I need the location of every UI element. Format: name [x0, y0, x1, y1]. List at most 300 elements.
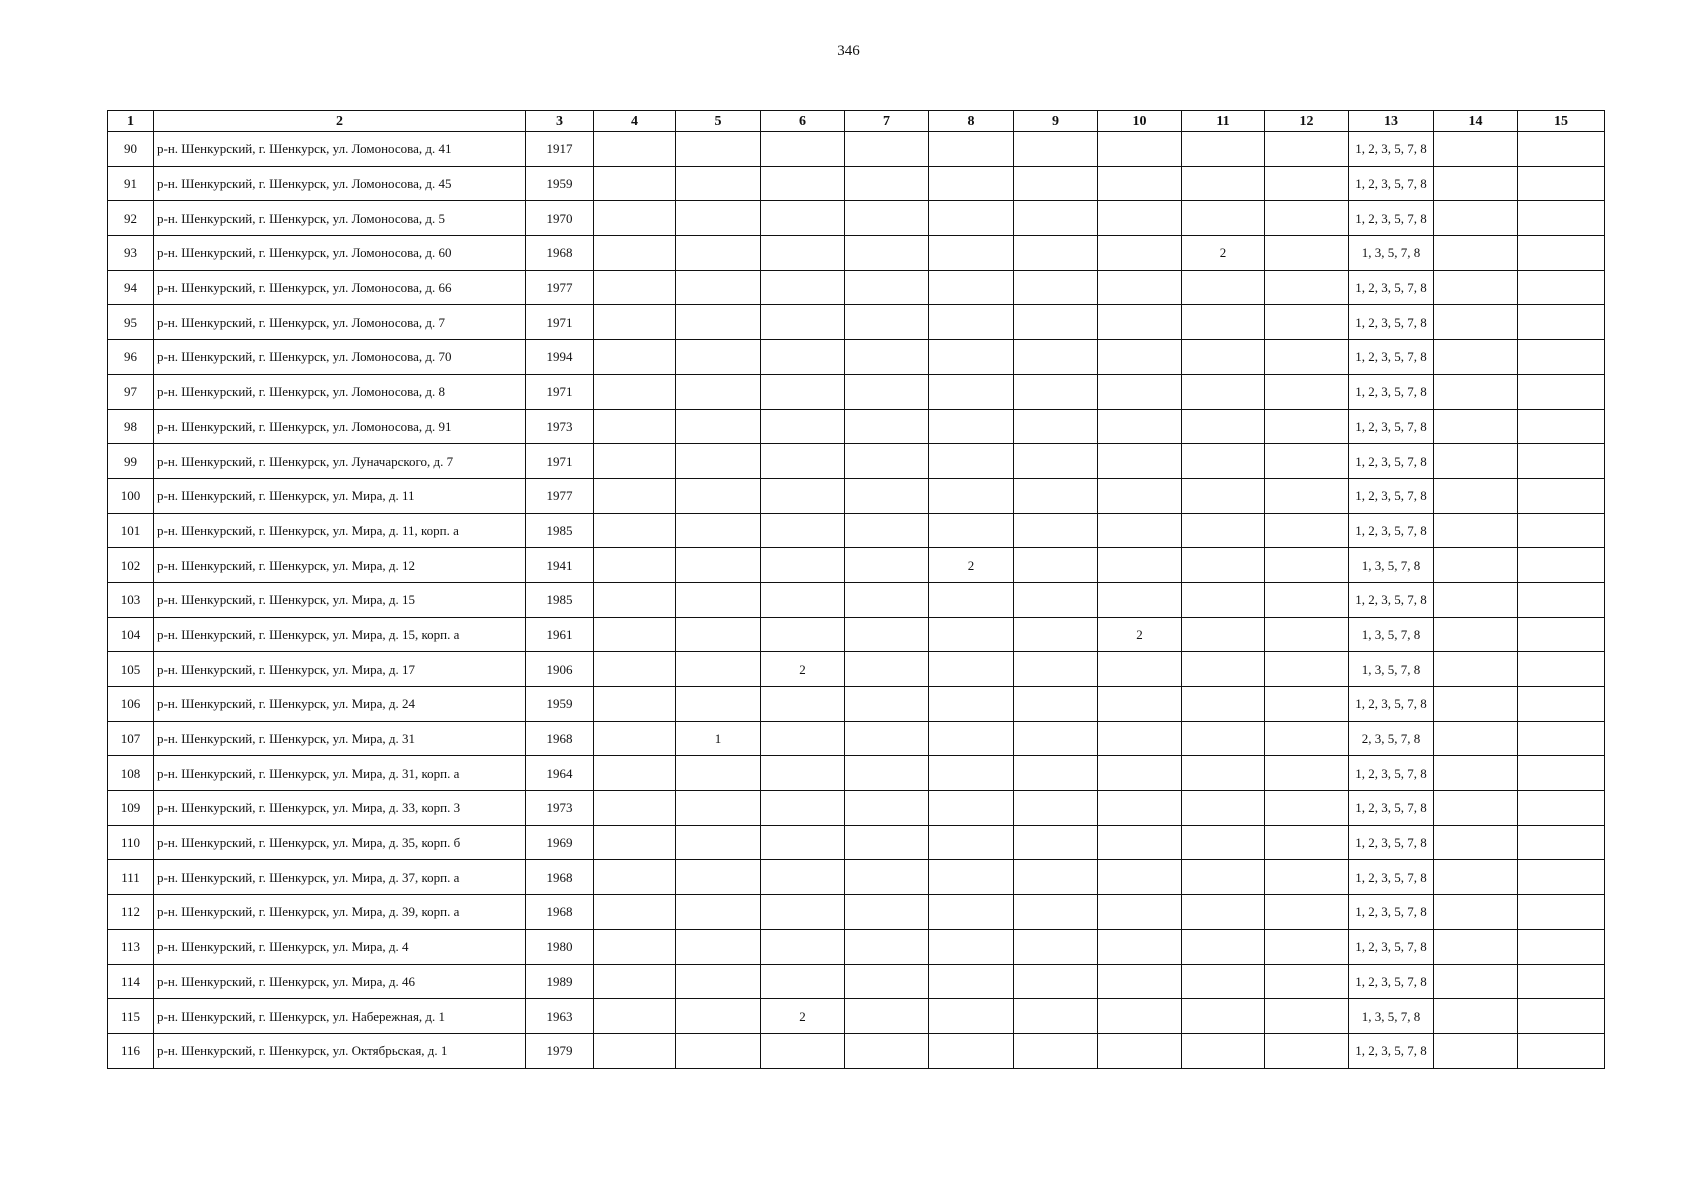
cell-col-14 — [1434, 270, 1518, 305]
cell-col-5 — [676, 236, 761, 271]
column-header-13: 13 — [1349, 111, 1434, 132]
header-row — [108, 111, 1605, 132]
table-row — [108, 409, 1605, 444]
table-row — [108, 340, 1605, 375]
codes-text: 1, 3, 5, 7, 8 — [1361, 661, 1421, 677]
codes-cell — [1349, 929, 1434, 964]
cell-col-10 — [1098, 895, 1182, 930]
column-header-5: 5 — [676, 111, 761, 132]
table-row — [108, 999, 1605, 1034]
table-row — [108, 236, 1605, 271]
cell-col-5 — [676, 444, 761, 479]
cell-col-11 — [1182, 929, 1265, 964]
table-row — [108, 513, 1605, 548]
address-cell: р-н. Шенкурский, г. Шенкурск, ул. Мира, д. 33, корп. 3 — [154, 791, 526, 826]
cell-col-9 — [1014, 999, 1098, 1034]
cell-col-12 — [1265, 409, 1349, 444]
cell-col-11 — [1182, 340, 1265, 375]
cell-col-14 — [1434, 236, 1518, 271]
cell-col-4 — [594, 478, 676, 513]
row-number: 100 — [108, 478, 154, 513]
cell-col-7 — [845, 756, 929, 791]
address-cell: р-н. Шенкурский, г. Шенкурск, ул. Мира, д. 12 — [154, 548, 526, 583]
cell-col-14 — [1434, 444, 1518, 479]
cell-col-5 — [676, 791, 761, 826]
cell-col-9 — [1014, 582, 1098, 617]
cell-col-14 — [1434, 1033, 1518, 1068]
cell-col-4 — [594, 964, 676, 999]
year-cell: 1979 — [526, 1033, 594, 1068]
cell-col-7 — [845, 825, 929, 860]
row-number: 103 — [108, 582, 154, 617]
cell-col-10 — [1098, 582, 1182, 617]
address-cell: р-н. Шенкурский, г. Шенкурск, ул. Мира, д. 4 — [154, 929, 526, 964]
cell-col-4 — [594, 791, 676, 826]
codes-text: 1, 2, 3, 5, 7, 8 — [1355, 765, 1427, 781]
codes-text: 1, 3, 5, 7, 8 — [1361, 626, 1421, 642]
cell-col-14 — [1434, 132, 1518, 167]
year-cell: 1968 — [526, 860, 594, 895]
cell-col-15 — [1518, 201, 1605, 236]
codes-text: 1, 2, 3, 5, 7, 8 — [1355, 349, 1427, 365]
codes-text: 1, 2, 3, 5, 7, 8 — [1355, 592, 1427, 608]
cell-col-4 — [594, 132, 676, 167]
address-cell: р-н. Шенкурский, г. Шенкурск, ул. Мира, д. 11, корп. а — [154, 513, 526, 548]
address-cell: р-н. Шенкурский, г. Шенкурск, ул. Ломоносова, д. 7 — [154, 305, 526, 340]
cell-col-14 — [1434, 374, 1518, 409]
codes-text: 1, 3, 5, 7, 8 — [1361, 557, 1421, 573]
cell-col-15 — [1518, 340, 1605, 375]
codes-cell — [1349, 270, 1434, 305]
cell-col-4 — [594, 860, 676, 895]
codes-cell — [1349, 201, 1434, 236]
cell-col-9 — [1014, 860, 1098, 895]
cell-col-10 — [1098, 236, 1182, 271]
codes-cell — [1349, 374, 1434, 409]
codes-cell — [1349, 478, 1434, 513]
cell-col-12 — [1265, 895, 1349, 930]
cell-col-14 — [1434, 929, 1518, 964]
table-row — [108, 478, 1605, 513]
cell-col-10 — [1098, 721, 1182, 756]
cell-col-10 — [1098, 964, 1182, 999]
cell-col-10 — [1098, 791, 1182, 826]
cell-col-9 — [1014, 409, 1098, 444]
cell-col-14 — [1434, 166, 1518, 201]
column-header-14: 14 — [1434, 111, 1518, 132]
year-cell: 1959 — [526, 687, 594, 722]
cell-col-8 — [929, 999, 1014, 1034]
codes-cell — [1349, 513, 1434, 548]
cell-col-6 — [761, 791, 845, 826]
cell-col-8 — [929, 860, 1014, 895]
cell-col-11 — [1182, 513, 1265, 548]
address-cell: р-н. Шенкурский, г. Шенкурск, ул. Мира, д. 37, корп. а — [154, 860, 526, 895]
cell-col-7 — [845, 305, 929, 340]
cell-col-10 — [1098, 478, 1182, 513]
codes-text: 1, 2, 3, 5, 7, 8 — [1355, 869, 1427, 885]
cell-col-9 — [1014, 132, 1098, 167]
codes-cell — [1349, 860, 1434, 895]
cell-col-4 — [594, 617, 676, 652]
cell-col-12 — [1265, 305, 1349, 340]
housing-register-table — [107, 110, 1605, 1069]
cell-col-14 — [1434, 999, 1518, 1034]
cell-col-12 — [1265, 201, 1349, 236]
cell-col-5 — [676, 305, 761, 340]
address-cell: р-н. Шенкурский, г. Шенкурск, ул. Луначарского, д. 7 — [154, 444, 526, 479]
cell-col-12 — [1265, 166, 1349, 201]
row-number: 99 — [108, 444, 154, 479]
column-header-7: 7 — [845, 111, 929, 132]
codes-cell — [1349, 305, 1434, 340]
address-cell: р-н. Шенкурский, г. Шенкурск, ул. Ломоносова, д. 60 — [154, 236, 526, 271]
row-number: 92 — [108, 201, 154, 236]
cell-col-4 — [594, 895, 676, 930]
cell-col-6 — [761, 132, 845, 167]
cell-col-11 — [1182, 548, 1265, 583]
year-cell: 1985 — [526, 513, 594, 548]
codes-text: 1, 2, 3, 5, 7, 8 — [1355, 314, 1427, 330]
cell-col-12 — [1265, 791, 1349, 826]
codes-cell — [1349, 340, 1434, 375]
cell-col-14 — [1434, 513, 1518, 548]
cell-col-9 — [1014, 1033, 1098, 1068]
table-row — [108, 825, 1605, 860]
table-row — [108, 895, 1605, 930]
cell-col-7 — [845, 687, 929, 722]
cell-col-15 — [1518, 374, 1605, 409]
cell-col-11 — [1182, 270, 1265, 305]
codes-cell — [1349, 444, 1434, 479]
cell-col-4 — [594, 582, 676, 617]
cell-col-15 — [1518, 582, 1605, 617]
cell-col-8 — [929, 409, 1014, 444]
cell-col-12 — [1265, 548, 1349, 583]
cell-col-9 — [1014, 166, 1098, 201]
page-number: 346 — [837, 43, 860, 59]
cell-col-9 — [1014, 617, 1098, 652]
cell-col-6 — [761, 548, 845, 583]
cell-col-14 — [1434, 617, 1518, 652]
row-number: 101 — [108, 513, 154, 548]
address-cell: р-н. Шенкурский, г. Шенкурск, ул. Мира, д. 17 — [154, 652, 526, 687]
cell-col-4 — [594, 270, 676, 305]
cell-col-15 — [1518, 236, 1605, 271]
year-cell: 1971 — [526, 374, 594, 409]
cell-col-6: 2 — [761, 652, 845, 687]
cell-col-10: 2 — [1098, 617, 1182, 652]
cell-col-7 — [845, 548, 929, 583]
cell-col-14 — [1434, 201, 1518, 236]
cell-col-10 — [1098, 513, 1182, 548]
cell-col-8 — [929, 201, 1014, 236]
column-header-11: 11 — [1182, 111, 1265, 132]
address-cell: р-н. Шенкурский, г. Шенкурск, ул. Ломоносова, д. 70 — [154, 340, 526, 375]
cell-col-9 — [1014, 270, 1098, 305]
cell-col-6 — [761, 513, 845, 548]
cell-col-4 — [594, 929, 676, 964]
cell-col-8 — [929, 895, 1014, 930]
address-cell: р-н. Шенкурский, г. Шенкурск, ул. Мира, д. 11 — [154, 478, 526, 513]
codes-cell — [1349, 236, 1434, 271]
cell-col-8 — [929, 305, 1014, 340]
cell-col-15 — [1518, 166, 1605, 201]
cell-col-4 — [594, 201, 676, 236]
cell-col-14 — [1434, 756, 1518, 791]
year-cell: 1994 — [526, 340, 594, 375]
cell-col-7 — [845, 964, 929, 999]
cell-col-12 — [1265, 340, 1349, 375]
cell-col-5 — [676, 895, 761, 930]
column-header-4: 4 — [594, 111, 676, 132]
cell-col-6 — [761, 374, 845, 409]
cell-col-8 — [929, 964, 1014, 999]
row-number: 115 — [108, 999, 154, 1034]
cell-col-12 — [1265, 860, 1349, 895]
cell-col-14 — [1434, 582, 1518, 617]
cell-col-14 — [1434, 340, 1518, 375]
table-body — [108, 132, 1605, 1069]
cell-col-15 — [1518, 132, 1605, 167]
column-header-2: 2 — [154, 111, 526, 132]
codes-text: 1, 3, 5, 7, 8 — [1361, 1008, 1421, 1024]
cell-col-5 — [676, 964, 761, 999]
cell-col-11 — [1182, 687, 1265, 722]
cell-col-6 — [761, 860, 845, 895]
cell-col-11 — [1182, 964, 1265, 999]
address-cell: р-н. Шенкурский, г. Шенкурск, ул. Октябрьская, д. 1 — [154, 1033, 526, 1068]
cell-col-6 — [761, 270, 845, 305]
cell-col-6 — [761, 617, 845, 652]
cell-col-8 — [929, 270, 1014, 305]
address-cell: р-н. Шенкурский, г. Шенкурск, ул. Ломоносова, д. 66 — [154, 270, 526, 305]
column-header-15: 15 — [1518, 111, 1605, 132]
cell-col-14 — [1434, 305, 1518, 340]
cell-col-12 — [1265, 478, 1349, 513]
cell-col-6 — [761, 964, 845, 999]
cell-col-15 — [1518, 270, 1605, 305]
cell-col-15 — [1518, 999, 1605, 1034]
year-cell: 1980 — [526, 929, 594, 964]
codes-text: 1, 2, 3, 5, 7, 8 — [1355, 904, 1427, 920]
cell-col-9 — [1014, 721, 1098, 756]
cell-col-5 — [676, 860, 761, 895]
cell-col-14 — [1434, 825, 1518, 860]
cell-col-11 — [1182, 652, 1265, 687]
cell-col-10 — [1098, 166, 1182, 201]
cell-col-9 — [1014, 236, 1098, 271]
cell-col-15 — [1518, 687, 1605, 722]
codes-cell — [1349, 652, 1434, 687]
cell-col-7 — [845, 132, 929, 167]
row-number: 112 — [108, 895, 154, 930]
cell-col-7 — [845, 860, 929, 895]
cell-col-6 — [761, 721, 845, 756]
cell-col-6 — [761, 409, 845, 444]
cell-col-15 — [1518, 1033, 1605, 1068]
codes-cell — [1349, 964, 1434, 999]
cell-col-15 — [1518, 305, 1605, 340]
cell-col-15 — [1518, 652, 1605, 687]
cell-col-8 — [929, 791, 1014, 826]
cell-col-7 — [845, 582, 929, 617]
table-row — [108, 582, 1605, 617]
row-number: 90 — [108, 132, 154, 167]
cell-col-8 — [929, 444, 1014, 479]
cell-col-5 — [676, 270, 761, 305]
row-number: 110 — [108, 825, 154, 860]
address-cell: р-н. Шенкурский, г. Шенкурск, ул. Мира, д. 15 — [154, 582, 526, 617]
cell-col-11 — [1182, 132, 1265, 167]
cell-col-14 — [1434, 895, 1518, 930]
cell-col-15 — [1518, 756, 1605, 791]
cell-col-10 — [1098, 374, 1182, 409]
codes-text: 1, 2, 3, 5, 7, 8 — [1355, 176, 1427, 192]
cell-col-12 — [1265, 444, 1349, 479]
address-cell: р-н. Шенкурский, г. Шенкурск, ул. Ломоносова, д. 91 — [154, 409, 526, 444]
cell-col-12 — [1265, 132, 1349, 167]
cell-col-12 — [1265, 374, 1349, 409]
column-header-6: 6 — [761, 111, 845, 132]
cell-col-7 — [845, 270, 929, 305]
cell-col-15 — [1518, 409, 1605, 444]
codes-cell — [1349, 756, 1434, 791]
table-row — [108, 964, 1605, 999]
column-header-9: 9 — [1014, 111, 1098, 132]
column-header-1: 1 — [108, 111, 154, 132]
year-cell: 1964 — [526, 756, 594, 791]
cell-col-4 — [594, 721, 676, 756]
cell-col-9 — [1014, 791, 1098, 826]
cell-col-11 — [1182, 478, 1265, 513]
cell-col-10 — [1098, 270, 1182, 305]
cell-col-6 — [761, 201, 845, 236]
cell-col-7 — [845, 478, 929, 513]
cell-col-7 — [845, 721, 929, 756]
cell-col-5: 1 — [676, 721, 761, 756]
row-number: 104 — [108, 617, 154, 652]
cell-col-6 — [761, 166, 845, 201]
year-cell: 1973 — [526, 409, 594, 444]
year-cell: 1963 — [526, 999, 594, 1034]
cell-col-11 — [1182, 409, 1265, 444]
cell-col-4 — [594, 652, 676, 687]
cell-col-11 — [1182, 791, 1265, 826]
cell-col-5 — [676, 548, 761, 583]
cell-col-5 — [676, 929, 761, 964]
address-cell: р-н. Шенкурский, г. Шенкурск, ул. Набережная, д. 1 — [154, 999, 526, 1034]
cell-col-9 — [1014, 340, 1098, 375]
codes-text: 1, 2, 3, 5, 7, 8 — [1355, 210, 1427, 226]
cell-col-5 — [676, 825, 761, 860]
row-number: 96 — [108, 340, 154, 375]
cell-col-11 — [1182, 895, 1265, 930]
year-cell: 1961 — [526, 617, 594, 652]
cell-col-8 — [929, 582, 1014, 617]
cell-col-15 — [1518, 548, 1605, 583]
cell-col-5 — [676, 166, 761, 201]
cell-col-6 — [761, 236, 845, 271]
table-row — [108, 1033, 1605, 1068]
cell-col-9 — [1014, 513, 1098, 548]
row-number: 114 — [108, 964, 154, 999]
cell-col-6 — [761, 444, 845, 479]
cell-col-4 — [594, 756, 676, 791]
cell-col-14 — [1434, 860, 1518, 895]
codes-text: 1, 2, 3, 5, 7, 8 — [1355, 835, 1427, 851]
cell-col-15 — [1518, 860, 1605, 895]
cell-col-11 — [1182, 860, 1265, 895]
cell-col-12 — [1265, 270, 1349, 305]
address-cell: р-н. Шенкурский, г. Шенкурск, ул. Мира, д. 46 — [154, 964, 526, 999]
cell-col-14 — [1434, 652, 1518, 687]
year-cell: 1968 — [526, 895, 594, 930]
cell-col-8 — [929, 721, 1014, 756]
cell-col-9 — [1014, 825, 1098, 860]
cell-col-7 — [845, 201, 929, 236]
cell-col-11 — [1182, 756, 1265, 791]
cell-col-9 — [1014, 687, 1098, 722]
column-header-12: 12 — [1265, 111, 1349, 132]
codes-text: 1, 2, 3, 5, 7, 8 — [1355, 141, 1427, 157]
cell-col-5 — [676, 201, 761, 236]
cell-col-11: 2 — [1182, 236, 1265, 271]
address-cell: р-н. Шенкурский, г. Шенкурск, ул. Ломоносова, д. 41 — [154, 132, 526, 167]
cell-col-6 — [761, 825, 845, 860]
cell-col-11 — [1182, 201, 1265, 236]
cell-col-8 — [929, 340, 1014, 375]
cell-col-9 — [1014, 895, 1098, 930]
year-cell: 1969 — [526, 825, 594, 860]
cell-col-9 — [1014, 478, 1098, 513]
cell-col-7 — [845, 340, 929, 375]
year-cell: 1917 — [526, 132, 594, 167]
cell-col-11 — [1182, 617, 1265, 652]
row-number: 107 — [108, 721, 154, 756]
codes-cell — [1349, 409, 1434, 444]
cell-col-10 — [1098, 756, 1182, 791]
cell-col-4 — [594, 444, 676, 479]
year-cell: 1968 — [526, 721, 594, 756]
cell-col-15 — [1518, 895, 1605, 930]
cell-col-11 — [1182, 721, 1265, 756]
cell-col-4 — [594, 825, 676, 860]
cell-col-12 — [1265, 582, 1349, 617]
cell-col-4 — [594, 513, 676, 548]
codes-cell — [1349, 582, 1434, 617]
column-header-3: 3 — [526, 111, 594, 132]
cell-col-12 — [1265, 756, 1349, 791]
year-cell: 1985 — [526, 582, 594, 617]
cell-col-11 — [1182, 305, 1265, 340]
table-row — [108, 617, 1605, 652]
cell-col-10 — [1098, 1033, 1182, 1068]
cell-col-11 — [1182, 444, 1265, 479]
cell-col-12 — [1265, 652, 1349, 687]
year-cell: 1971 — [526, 305, 594, 340]
codes-text: 1, 2, 3, 5, 7, 8 — [1355, 522, 1427, 538]
year-cell: 1968 — [526, 236, 594, 271]
cell-col-5 — [676, 999, 761, 1034]
cell-col-6 — [761, 582, 845, 617]
codes-text: 1, 2, 3, 5, 7, 8 — [1355, 800, 1427, 816]
codes-cell — [1349, 617, 1434, 652]
cell-col-5 — [676, 617, 761, 652]
year-cell: 1977 — [526, 270, 594, 305]
table-row — [108, 791, 1605, 826]
row-number: 106 — [108, 687, 154, 722]
